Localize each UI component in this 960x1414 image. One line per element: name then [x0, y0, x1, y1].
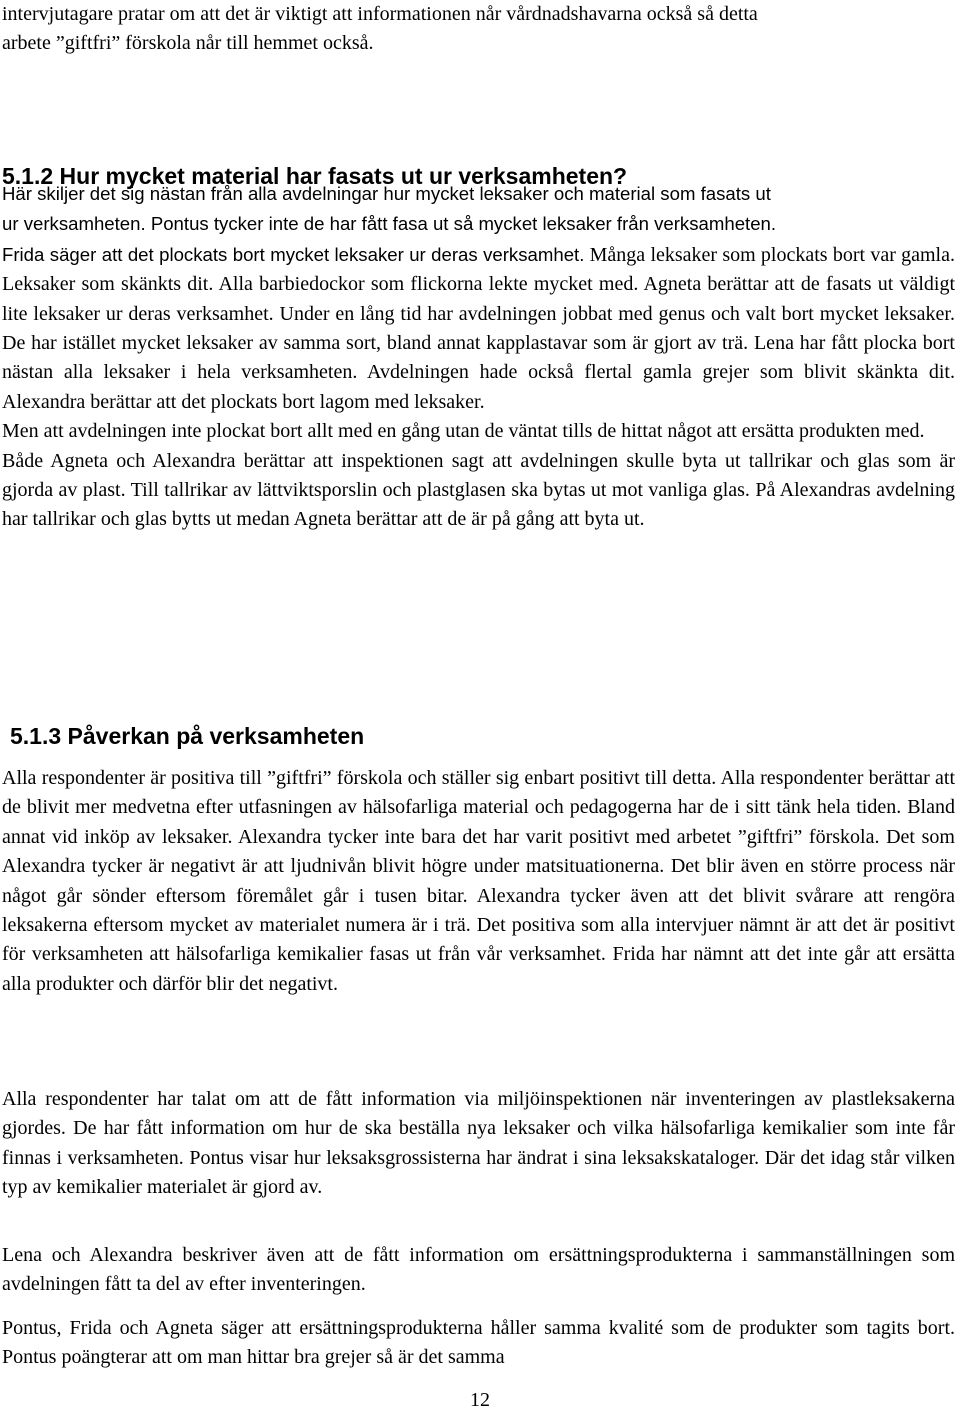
- section-512-paragraph-2: Men att avdelningen inte plockat bort allt med en gång utan de väntat tills de hittat något att ersätta produkten med.: [2, 420, 925, 443]
- section-512-rest: Många leksaker som plockats bort var gamla. Leksaker som skänkts dit. Alla barbiedockor som flickorna lekte mycket med. Agneta berättar att de fasats ut väldigt lite leksaker ur deras verksamhet. Under en lång tid har avdelningen jobbat med genus och valt bort mycket leksaker. De har istället mycket leksaker av samma sort, bland annat kapplastavar som är gjort av trä. Lena har fått plocka bort nästan alla leksaker i hela verksamheten. Avdelningen hade också flertal gamla grejer som blivit skänkta dit. Alexandra berättar att det plockats bort lagom med leksaker.: [2, 243, 955, 413]
- section-512-paragraph-1: [2, 179, 955, 417]
- page-number: 12: [470, 1389, 490, 1411]
- section-512-sans-line-2: ur verksamheten. Pontus tycker inte de har fått fasa ut så mycket leksaker från verksamheten.: [2, 213, 777, 235]
- intro-line-2: arbete ”giftfri” förskola når till hemmet också.: [2, 32, 374, 55]
- section-512-heading: 5.1.2 Hur mycket material har fasats ut ur verksamheten?: [2, 163, 628, 189]
- section-513-paragraph-4: Pontus, Frida och Agneta säger att ersättningsprodukterna håller samma kvalité som de produkter som tagits bort. Pontus poängterar att om man hittar bra grejer så är det samma: [2, 1317, 955, 1369]
- section-512-paragraph-3: Både Agneta och Alexandra berättar att inspektionen sagt att avdelningen skulle byta ut tallrikar och glas som är gjorda av plast. Till tallrikar av lättviktsporslin och plastglasen ska bytas ut mot vanliga glas. På Alexandras avdelning har tallrikar och glas bytts ut medan Agneta berättar att de är på gång att byta ut.: [2, 449, 955, 531]
- intro-line-1: intervjutagare pratar om att det är viktigt att informationen når vårdnadshavarna också så detta: [2, 3, 758, 25]
- section-512-sans-line-3: Frida säger att det plockats bort mycket leksaker ur deras verksamhet.: [2, 243, 585, 265]
- section-513-paragraph-2: Alla respondenter har talat om att de fått information via miljöinspektionen när inventeringen av plastleksakerna gjordes. De har fått information om hur de ska beställa nya leksaker och vilka hälsofarliga kemikalier som inte får finnas i verksamheten. Pontus visar hur leksaksgrossisterna har ändrat i sina leksakskataloger. Där det idag står vilken typ av kemikalier materialet är gjord av.: [2, 1088, 955, 1199]
- section-512-body: [2, 179, 955, 535]
- section-512-sans-line-1: Här skiljer det sig nästan från alla avdelningar hur mycket leksaker och material som fasats ut: [2, 183, 771, 204]
- section-513-paragraph-1: Alla respondenter är positiva till ”giftfri” förskola och ställer sig enbart positivt till detta. Alla respondenter berättar att de blivit mer medvetna efter utfasningen av hälsofarliga material och pedagogerna har de i sitt tänk hela tiden. Bland annat vid inköp av leksaker. Alexandra tycker inte bara det har varit positivt med arbetet ”giftfri” förskola. Det som Alexandra tycker är negativt är att ljudnivån blivit högre under matsituationerna. Det blir även en större process när något går sönder eftersom föremålet går i tusen bitar. Alexandra tycker även att det blivit svårare att rengöra leksakerna eftersom mycket av materialet numera är i trä. Det positiva som alla intervjuer nämnt är att det är positivt för verksamheten att hälsofarliga kemikalier fasas ut från vår verksamhet. Frida har nämnt att det inte går att ersätta alla produkter och därför blir det negativt.: [2, 767, 955, 995]
- intro-paragraph: [2, 0, 955, 59]
- section-513-paragraph-3: Lena och Alexandra beskriver även att de fått information om ersättningsprodukterna i sammanställningen som avdelningen fått ta del av efter inventeringen.: [2, 1244, 955, 1296]
- section-513-heading: 5.1.3 Påverkan på verksamheten: [10, 723, 365, 749]
